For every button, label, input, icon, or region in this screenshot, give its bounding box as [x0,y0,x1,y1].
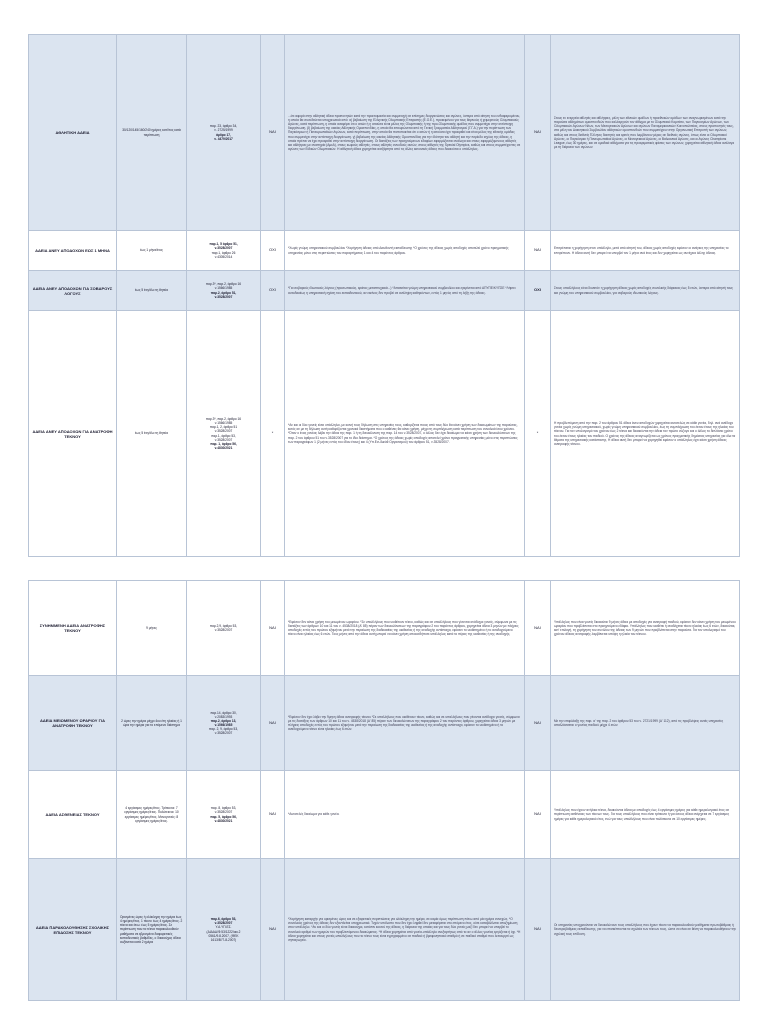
leave-conditions: *Εφόσον δεν έχει λάβει την 9μηνη άδεια ανατροφής τέκνου *Σε υπαλλήλους που υιοθέτουν τέκνο, καθώς και σε υπαλλήλους που γίνονται ανάδοχοι γονείς, σύμφωνα με τις διατάξεις των άρθρων 10 και 11 του ν. 4538/2018 (Α' 85) πέραν των διευκολύνσεων της παραγράφου 2 του παρόντος άρθρου, χορηγείται άδεια 3 μηνών με πλήρεις αποδοχές εντός του πρώτου εξαμήνου μετά την περαίωση της διαδικασίας της υιοθεσίας ή της αναδοχής αντίστοιχα, εφόσον το υιοθετημένο ή το αναδοχούμενο τέκνο είναι ηλικίας έως 6 ετών. [285,676,525,771]
legal-basis: παρ.14, άρθρο 30, ν.2083/1993 παρ.2, άρθρο 13, ν.1566/1985 παρ. 2, 9, άρθρο 53, ν.3528/2007 [187,676,261,771]
leave-duration: 2 ώρες την ημέρα μέχρι 4ου έτη ηλικίας ή 1 ώρα την ημέρα για το επόμενο διάστημα [117,676,187,771]
leave-duration: έως 5 έτη/όλο τη θητεία [117,271,187,311]
leave-notes: Υπάλληλος που είναι γονείς δικαιούται 9 μήνες άδεια με αποδοχές για ανατροφή παιδιού, εφόσον δεν κάνει χρήση του μειωμένου ωραρίου που προβλέπεται στο προηγούμενο εδάφιο. Υπάλληλος που υιοθέτει ή αναδέχεται τέκνο ηλικίας έως 6 ετών, δικαιούται, κατ' επιλογή, τη χορήγηση του συνόλου της άδειας των 9 μηνών που προβλέπεται στην παρούσα. Για τον υπολογισμό του χρόνου άδειας ανατροφής λαμβάνεται υπόψη η ηλικία του τέκνου. [551,581,740,676]
table-row [29,231,740,271]
legal-basis: παρ.2,9, άρθρο 53, ν.3528/2007 [187,581,261,676]
leave-notes: Υπάλληλος που έχουν ανήλικα τέκνα, δικαιούνται άδεια με αποδοχές έως 4 εργάσιμες ημέρες για κάθε ημερολογιακό έτος σε περίπτωση ασθένειας των τέκνων τους. Για τους υπαλλήλους που είναι τρίτεκνοι ή για όσους άδεια ανέρχεται σε 7 εργάσιμες ημέρες για κάθε ημερολογιακό έτος, ενώ για τους υπαλλήλους που είναι πολύτεκνοι σε 10 εργάσιμες ημέρες. [551,771,740,859]
paid-flag-secondary: ΝΑΙ [525,859,551,1001]
leave-notes: Επιτρέπεται η χορήγηση στον υπάλληλο, μετά από αίτησή του, άδειας χωρίς αποδοχές εφόσον οι ανάγκες της υπηρεσίας το επιτρέπουν. Η άδεια αυτή δεν μπορεί να υπερβεί τον 1 μήνα ανά έτος και δεν χορηγείται ως συνέχεια άλλης άδειας. [551,231,740,271]
legal-basis: παρ. 23, άρθρο 34, ν. 2725/1999 άρθρο 17, ν. 4479/2017 [187,35,261,231]
paid-flag: ΝΑΙ [261,581,285,676]
paid-flag: ΟΧΙ [261,231,285,271]
table-row [29,35,740,231]
paid-flag: ΟΧΙ [261,271,285,311]
paid-flag-secondary: * [525,311,551,557]
legal-basis: παρ.1, 5 άρθρο 51, ν.3528/2007 παρ.1, άρθρο 26 ν.4305/2014 [187,231,261,271]
legal-basis: παρ.3*, παρ.2, άρθρο 16 ν.1566/1985 παρ.1, 2, άρθρο 51 ν.3528/2007 παρ.1, άρθρο 53, ν.3528/2007 παρ. 1, άρθρο 56, ν.4830/2021 [187,311,261,557]
leave-notes: Με την επιφύλαξη της παρ. α' της παρ. 2 του άρθρου 53 του ν. 2721/1999 (Α' 112), από τις προβλέψεις αυτές υπηρεσίες απαλλάσσεται ο γονέας παιδιού μέχρι 4 ετών. [551,676,740,771]
leave-duration: έως 5 έτη/όλο τη θητεία [117,311,187,557]
leave-type-name: ΑΔΕΙΑ ΠΑΡΑΚΟΛΟΥΘΗΣΗΣ ΣΧΟΛΙΚΗΣ ΕΠΙΔΟΣΗΣ ΤΕΚΝΟΥ [29,859,117,1001]
leave-duration: έως 1 μήνα/έτος [117,231,187,271]
table-row [29,771,740,859]
leave-duration: 4 εργάσιμες ημέρες/έτος. Τρίτεκνοι: 7 εργάσιμες ημέρες/έτος. Πολύτεκνοι: 10 εργάσιμες ημέρες/έτος. Μονογονείς: 8 εργάσιμες ημέρες/έτος. [117,771,187,859]
leave-table-top [28,34,740,557]
leave-type-name: ΑΔΕΙΑ ΑΣΘΕΝΕΙΑΣ ΤΕΚΝΟΥ [29,771,117,859]
table-row [29,581,740,676]
paid-flag: * [261,311,285,557]
legal-basis: παρ.3*, παρ.2, άρθρο 16 ν.1566/1985 παρ.2, άρθρο 51, ν.3528/2007 [187,271,261,311]
leave-conditions: *Για σοβαρούς ιδιωτικούς λόγους (προσωπικούς, κράτος μεταπτυχιακά...) *Απαιτείται γνώμη υπηρεσιακού συμβουλίου και εγκρίνεται από ΑΠΥΠΕ/ΚΥΠΣΕ *Λήκτει αυτοδικαίως η υπηρεσιακή σχέση του εκπαιδευτικού, αν εκείνος δεν προβεί σε ανάληψη καθηκόντων, εντός 1 μηνός από τη λήξη της άδειας. [285,271,525,311]
leave-notes: Στους εν ενεργεία αθλητές και αθλήτριες, μέλη των εθνικών ομάδων ή προεθνικών ομάδων των αναγνωρισμένων κατά την παρούσα αθλημάτων ομοσπονδιών που καλλιεργούν τον άθλημα με το Ολυμπιακό Κομιτάτο, των Παγκοσμίων Αγώνων, των Ολυμπιακών Αγώνων Νέων, των Μεσογειακών Αγώνων και αγώνων Παναμερικανικών Κοινοπολιτείας, στους προπονητές τους, στα μέλη του Διοικητικού Συμβουλίου αθλητικών ομοσπονδιών που συμμετέχουν στην Οργανωτική Επιτροπή των αγώνων, καθώς και στους διεθνείς Έλληνες διαιτητές και κριτές που λαμβάνουν μέρος σε διεθνείς αγώνες, όπως είναι οι Ολυμπιακοί Αγώνες, οι Παγκόσμιοι ή Πανευρωπαϊκοί Αγώνες, οι Μεσογειακοί Αγώνες, οι Βαλκανικοί Αγώνες, και οι Αγώνες Champions League, έως 30 ημέρες, και σε ομαδικά αθλήματα για τις προκριματικές φάσεις των αγώνων, χορηγείται αθλητική άδεια ανάλογα με τη διάρκεια των αγώνων. [551,35,740,231]
leave-notes: Στους υπαλλήλους είναι δυνατόν η χορήγηση άδειας χωρίς αποδοχές συνολικής διάρκειας έως 5 ετών, ύστερα από αίτησή τους και γνώμη του υπηρεσιακού συμβουλίου, για σοβαρούς ιδιωτικούς λόγους. [551,271,740,311]
leave-type-name: ΑΔΕΙΑ ΑΝΕΥ ΑΠΟΔΟΧΩΝ ΓΙΑ ΑΝΑΤΡΟΦΗ ΤΕΚΝΟΥ [29,311,117,557]
leave-notes: Η προβλεπόμενη από την παρ. 2 του άρθρου 51 άδεια άνευ αποδοχών χορηγείται αυτοτελώς σε κάθε γονέα, δηλ. ανά ανάδοχο γονέα χωρίς γνώμη υπηρεσιακού, χωρίς γνώμη υπηρεσιακού συμβουλίου, έως τη συμπλήρωση του έκτου έτους της ηλικίας του τέκνου. Για τον υπολογισμό του χρόνου έως 2 τέκνα και δικαιούνται την άδεια τον πρώτο σύζυγο και ο άλλος το διπλάσιο χρόνο του έκτου έτους ηλικίας του παιδιού. Ο χρόνος της άδειας αναγνωρίζεται ως χρόνος πραγματικής δημόσιας υπηρεσίας για όλα τα θέματα της υπηρεσιακής κατάστασης. Η άδεια αυτή δεν μπορεί να χορηγηθεί εφόσον ο υπάλληλος έχει κάνει χρήση άδειας ανατροφής τέκνου. [551,311,740,557]
paid-flag: ΝΑΙ [261,859,285,1001]
table-row [29,859,740,1001]
paid-flag: ΝΑΙ [261,676,285,771]
leave-duration: Ορισμένες ώρες ή ολόκληρη την ημέρα έως 4 ημέρες/έτος. 1 τέκνο: έως 4 ημέρες/έτος. 2 τέκνα και άνω: έως 5 ημέρες/έτος. Σε περίπτωση που τα τέκνα παρακολουθούν μαθήματα σε εβρισμένα διαφορετικές εκπαιδευτικές βαθμίδες, ο δικαιούχος άδεια αυξάνεται κατά 2 ημέρα [117,859,187,1001]
paid-flag: ΝΑΙ [261,771,285,859]
leave-conditions: *Αυτοτελές δικαίωμα για κάθε γονέα. [285,771,525,859]
paid-flag-secondary: ΝΑΙ [525,771,551,859]
leave-conditions: ...ότι αφορά στην αθλητική άδεια προπονητών κατά την προετοιμασία και συμμετοχή σε επίσημες διοργανώσεις και αγώνες, ύστερα από αίτηση του ενδιαφερομένου, η οποία θα συνοδεύεται υποχρεωτικά από: α) βεβαίωση της Ελληνικής Ολυμπιακής Επιτροπής (Ε.Ο.Ε.), προκειμένου για τους θερινούς ή χειμερινούς Ολυμπιακούς Αγώνες, κατά περίπτωση, η οποία αναφέρει ότι ο αιτών ή η αιτούσα είναι μέλος της Ολυμπιακής ή της προ-Ολυμπιακής ομάδας που συμμετέχει στην αντίστοιχη διοργάνωση. β) βεβαίωση της οικείας Αθλητικής Ομοσπονδίας, η οποία θα επικυρώνεται από τη Γενική Γραμματεία Αθλητισμού (Γ.Γ.Α.) για την περίπτωση των Παγκόσμιων ή Πανευρωπαϊκών Αγώνων, κατά περίπτωση, στην οποία θα πιστοποιείται ότι ο αιτών ή η αιτούσα έχει προκριθεί και είναι μέλος της εθνικής ομάδας που συμμετέχει στην αντίστοιχη διοργάνωση. γ) βεβαίωση της οικείας Αθλητικής Ομοσπονδίας για την ιδιότητα του αθλητή και την περίοδο ισχύος της άδειας, η οποία πρέπει να έχει προκριθεί στην αντίστοιχη διοργάνωση. Οι διατάξεις των προηγούμενων εδαφίων εφαρμόζονται ανάλογα και στους εφαρμόζομενους αθλητές και αθλήτριες με αναπηρία (ΑμεΑ), στους κωφούς αθλητές, στους αθλητές συνοδούς αυτών, στους αθλητές της Special Olympics, καθώς και στους συμμετέχοντες σε αγώνες των Ειδικών Ολυμπιακών. Η αθλητική άδεια χορηγείται ανεξάρτητα από τις άλλες κανονικές άδειες που δικαιούται ο υπάλληλος. [285,35,525,231]
legal-basis: παρ.6, άρθρο 53, ν.3528/2007 Υ.Α.ΥΠ.ΕΣ. (ΔΙΔΑΔ/Φ.53/1222/οικ.2 0561/9.8.2007, (ΦΕΚ 1613/Β'/7-8-2007) [187,859,261,1001]
leave-conditions: *Χορήγηση καταρχήν για ορισμένες ώρες και σε εξαιρετικές περιπτώσεις για ολόκληρη την ημέρα, σε καμία όμως περίπτωση πάνω από μία ημέρα συνεχώς. *Ο συνολικός χρόνος της άδειας δεν εξαντλείται υποχρεωτικά. Τυχόν υπόλοιπο που δεν έχει ληφθεί δεν μεταφέρεται στο επόμενο έτος, ούτε καταβάλλεται αποζημίωση στον υπάλληλο. *Αν και οι δύο γονείς είναι δικαιούχοι, κατόπιν κοινού της άδειας, η διάρκεια της οποίας και για τους δύο γονείς μαζί δεν μπορεί να υπερβεί το συνολικό αριθμό των ημερών του προβλεπόμενου δικαιώματος. *Η άδεια χορηγείται από γονέα-υπάλληλο ανεξαρτήτως από το αν ο άλλος γονέας εργάζεται ή όχι. *Η άδεια χορηγείται και στους γονείς-υπαλλήλους που το τέκνο τους είναι εγγεγραμμένο σε παιδικό ή βρεφονηπιακό σταθμό ή σε παιδικό σταθμό που λειτουργεί ως νηπιαγωγείο. [285,859,525,1001]
leave-type-name: ΑΔΕΙΑ ΑΝΕΥ ΑΠΟΔΟΧΩΝ ΕΩΣ 1 ΜΗΝΑ [29,231,117,271]
paid-flag-secondary: ΝΑΙ [525,35,551,231]
leave-notes: Οι υπηρεσίες υποχρεούνται να διευκολύνουν τους υπαλλήλους που έχουν τέκνα να παρακολουθούν μαθήματα πρωτοβάθμιας ή δευτεροβάθμιας εκπαίδευσης, για να επισκέπτονται τα σχολεία των τέκνων τους, ώστε να είναι σε θέση να παρακολουθήσουν την σχολική τους επίδοση. [551,859,740,1001]
leave-conditions: *Χωρίς γνώμη υπηρεσιακού συμβουλίου *Χορήγηση άδειας από Διευθυντή εκπαίδευσης *Ο χρόνος της άδειας χωρίς αποδοχές αποτελεί χρόνο πραγματικής υπηρεσίας μόνο στις περιπτώσεις του παραρτήματος 1 και 4 του παρόντος άρθρου. [285,231,525,271]
leave-conditions: *Εφόσον δεν κάνει χρήση του μειωμένου ωραρίου. *Σε υπαλλήλους που υιοθέτουν τέκνο, καθώς και σε υπαλλήλους που γίνονται ανάδοχοι γονείς, σύμφωνα με τις διατάξεις των άρθρων 10 και 11 του ν. 4538/2018 (Α' 85) πέραν των διευκολύνσεων της παραγράφου 2 του παρόντος άρθρου, χορηγείται άδεια 3 μηνών με πλήρεις αποδοχές εντός του πρώτου εξαμήνου μετά την περαίωση της διαδικασίας της υιοθεσίας ή της αναδοχής αντίστοιχα, εφόσον το υιοθετημένο ή το αναδοχούμενο τέκνο είναι ηλικίας έως 6 ετών. Τους μήνες από την άδεια αυτή μπορεί να κάνει χρήση οποιοσδήποτε υπάλληλος κατά το πέρας της υιοθεσίας ή της αναδοχής. [285,581,525,676]
paid-flag: ΝΑΙ [261,35,285,231]
leave-table-bottom [28,580,740,1001]
paid-flag-secondary: ΝΑΙ [525,231,551,271]
leave-conditions: *Αν και οι δύο γονείς είναι υπάλληλοι, με κοινή τους δήλωση στις υπηρεσίες τους, καθορίζεται ποιος από τους δύο θα κάνει χρήση των δικαιωμάτων της παρούσας, εκτός αν με τη δήλωση αυτή καθορίζονται χρονικά διαστήματα που ο καθένας θα κάνει χρήση, μέχρι τη συμπλήρωση κατά περίπτωση του συνολικά ίσου χρόνου. *Όταν ο ένας γονέας λάβει την άδεια της παρ. 1 ή τη διευκόλυνση της παρ. 14 του ν.3528/2007, ο άλλος δεν έχει δικαίωμα να κάνει χρήση των διευκολύνσεων της παρ. 2 του άρθρου 51 του ν.3528/2007 για το ίδιο διάστημα. *Ο χρόνος της άδειας χωρίς αποδοχές αποτελεί χρόνο πραγματικής υπηρεσίας μόνο στις περιπτώσεις των παραγράφων 1 (2 μήνες εντός του ιδίου έτους) και 4 (Υπ.Εσ./Διεύθ Οργανισμού) του άρθρου 51, ν.3528/2007. [285,311,525,557]
paid-flag-secondary: ΝΑΙ [525,676,551,771]
paid-flag-secondary: ΝΑΙ [525,581,551,676]
table-row [29,271,740,311]
table-row [29,676,740,771]
leave-duration: 9 μήνες [117,581,187,676]
leave-type-name: ΑΔΕΙΑ ΑΝΕΥ ΑΠΟΔΟΧΩΝ ΓΙΑ ΣΟΒΑΡΟΥΣ ΛΟΓΟΥΣ [29,271,117,311]
leave-type-name: ΑΘΛΗΤΙΚΗ ΑΔΕΙΑ [29,35,117,231]
paid-flag-secondary: ΟΧΙ [525,271,551,311]
leave-duration: 30/120/145/160/240 ημέρες κατ'έτος κατά περίπτωση [117,35,187,231]
legal-basis: παρ. 8, άρθρο 53, ν.3528/2007 παρ. 5, άρθρο 56, ν.4830/2021 [187,771,261,859]
leave-type-name: ΣΥΝΗΜΜΕΝΗ ΑΔΕΙΑ ΑΝΑΤΡΟΦΗΣ ΤΕΚΝΟΥ [29,581,117,676]
leave-type-name: ΑΔΕΙΑ ΜΕΙΩΜΕΝΟΥ ΩΡΑΡΙΟΥ ΓΙΑ ΑΝΑΤΡΟΦΗ ΤΕΚΝΟΥ [29,676,117,771]
table-row [29,311,740,557]
